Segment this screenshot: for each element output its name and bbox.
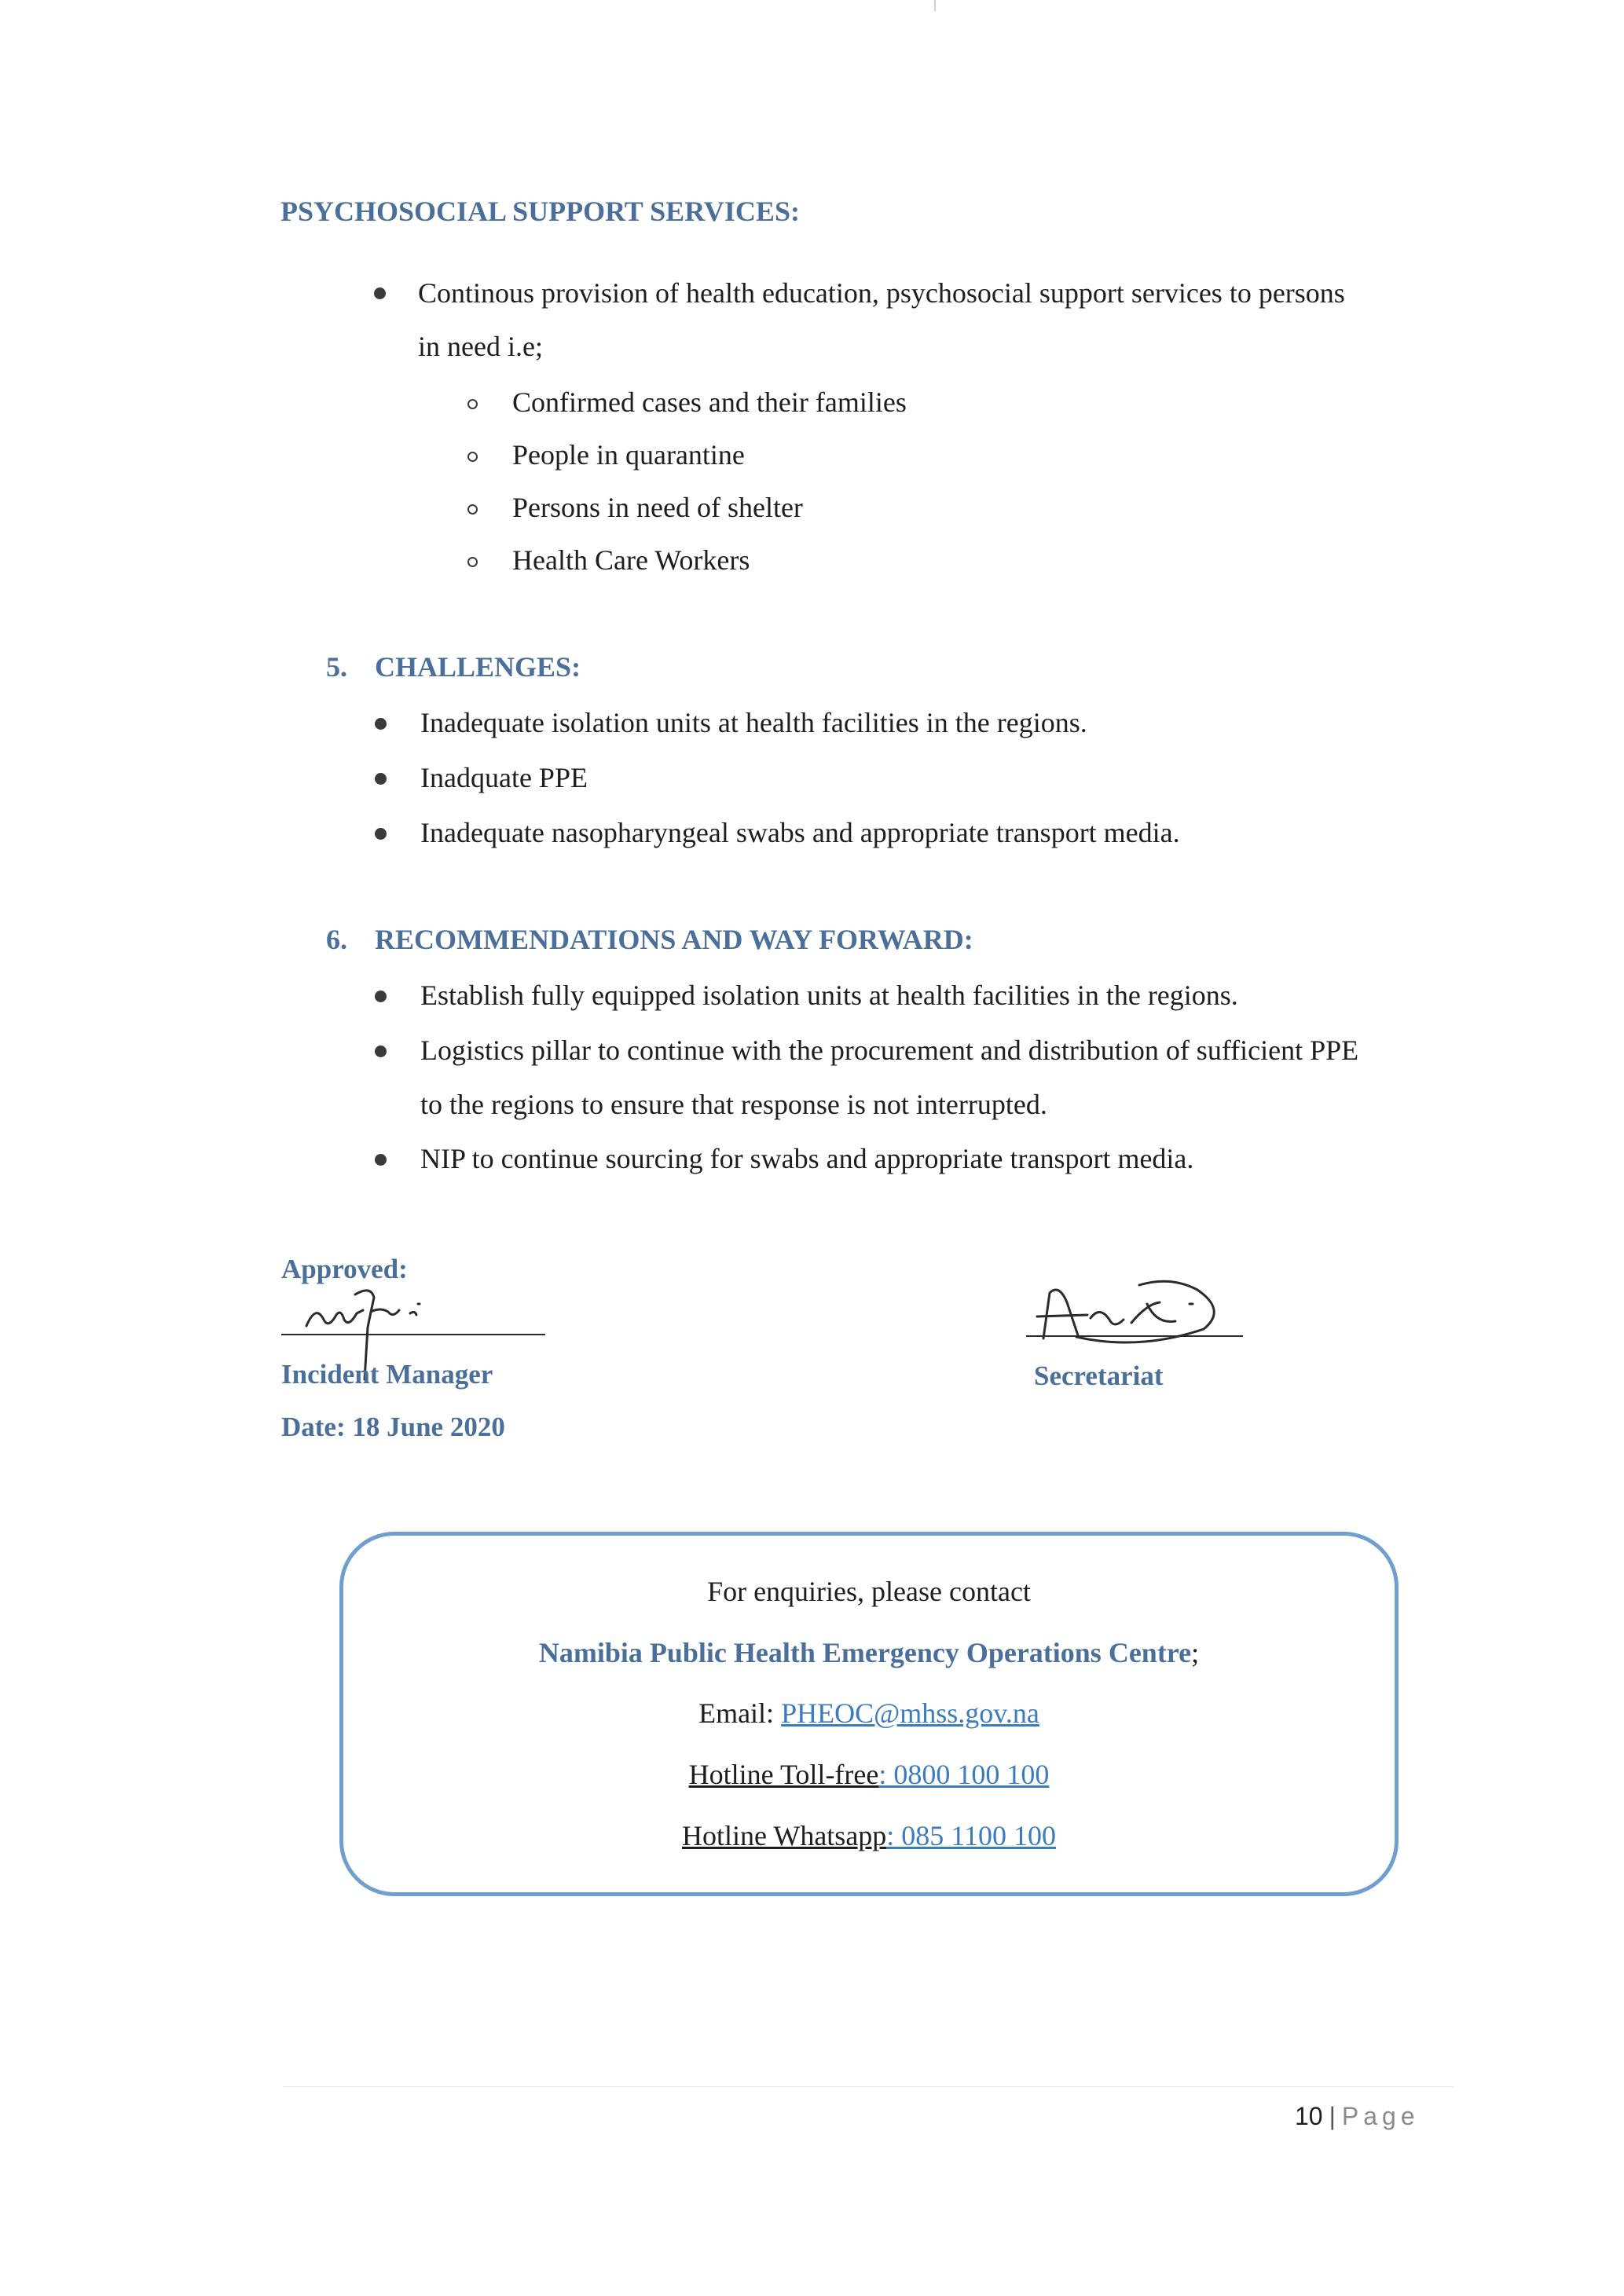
sub-item: People in quarantine xyxy=(512,439,745,471)
approved-label: Approved: xyxy=(281,1254,408,1284)
recommendation-item: NIP to continue sourcing for swabs and appropriate transport media. xyxy=(420,1143,1194,1174)
page-word: Page xyxy=(1341,2102,1420,2130)
psychosocial-bullet-line1: Continous provision of health education, psychosocial support services to persons xyxy=(418,277,1345,309)
sub-item: Health Care Workers xyxy=(512,544,750,576)
email-link[interactable]: PHEOC@mhss.gov.na xyxy=(781,1697,1039,1729)
secretariat-title: Secretariat xyxy=(1034,1360,1164,1391)
challenges-heading-text: CHALLENGES: xyxy=(375,651,581,683)
recommendation-item-continued: to the regions to ensure that response is not interrupted. xyxy=(420,1089,1047,1120)
sub-bullet-icon xyxy=(467,504,478,514)
recommendation-item: Logistics pillar to continue with the procurement and distribution of sufficient PPE xyxy=(420,1034,1359,1066)
contact-box xyxy=(339,1532,1399,1896)
bullet-icon xyxy=(375,991,387,1002)
bullet-icon xyxy=(375,1045,387,1057)
challenges-number: 5. xyxy=(326,651,347,683)
sub-bullet-icon xyxy=(467,399,478,409)
recommendations-heading-text: RECOMMENDATIONS AND WAY FORWARD: xyxy=(375,924,973,955)
contact-email xyxy=(343,1697,1395,1730)
psychosocial-heading-text: PSYCHOSOCIAL SUPPORT SERVICES: xyxy=(280,196,800,227)
contact-whatsapp xyxy=(343,1819,1395,1852)
sub-bullet-icon xyxy=(467,452,478,462)
page-number xyxy=(1295,2102,1420,2131)
bullet-icon xyxy=(375,718,387,730)
psychosocial-bullet-line2: in need i.e; xyxy=(418,331,543,362)
page-number-value: 10 xyxy=(1295,2102,1323,2130)
tollfree-number-link[interactable]: : 0800 100 100 xyxy=(878,1759,1050,1790)
organization-suffix: ; xyxy=(1191,1637,1200,1668)
approval-date: Date: 18 June 2020 xyxy=(281,1412,505,1442)
page-number-separator: | xyxy=(1329,2102,1336,2130)
bullet-icon xyxy=(374,287,386,299)
challenges-heading xyxy=(326,650,581,683)
recommendations-number: 6. xyxy=(326,924,347,955)
secretariat-signature xyxy=(1021,1273,1257,1351)
sub-item: Confirmed cases and their families xyxy=(512,386,907,418)
organization-name: Namibia Public Health Emergency Operations Centre xyxy=(538,1637,1192,1668)
contact-organization xyxy=(343,1636,1395,1669)
bullet-icon xyxy=(375,773,387,785)
whatsapp-label: Hotline Whatsapp xyxy=(682,1820,887,1851)
manager-signature-line xyxy=(281,1334,545,1335)
footer-rule xyxy=(283,2086,1454,2087)
challenge-item: Inadquate PPE xyxy=(420,762,588,793)
sub-bullet-icon xyxy=(467,557,478,567)
bullet-icon xyxy=(375,1154,387,1166)
contact-tollfree xyxy=(343,1758,1395,1791)
tollfree-label: Hotline Toll-free xyxy=(688,1759,879,1790)
contact-intro: For enquiries, please contact xyxy=(707,1576,1031,1607)
challenge-item: Inadequate isolation units at health facilities in the regions. xyxy=(420,707,1087,738)
sub-item: Persons in need of shelter xyxy=(512,492,803,523)
bullet-icon xyxy=(375,828,387,840)
psychosocial-heading xyxy=(280,195,800,228)
whatsapp-number-link[interactable]: : 085 1100 100 xyxy=(886,1820,1056,1851)
incident-manager-title: Incident Manager xyxy=(281,1359,493,1390)
secretariat-signature-line xyxy=(1026,1335,1243,1337)
recommendations-heading xyxy=(326,923,973,956)
challenge-item: Inadequate nasopharyngeal swabs and appropriate transport media. xyxy=(420,817,1180,848)
recommendation-item: Establish fully equipped isolation units at health facilities in the regions. xyxy=(420,980,1238,1011)
email-label: Email: xyxy=(698,1697,782,1729)
scan-mark xyxy=(934,0,936,11)
